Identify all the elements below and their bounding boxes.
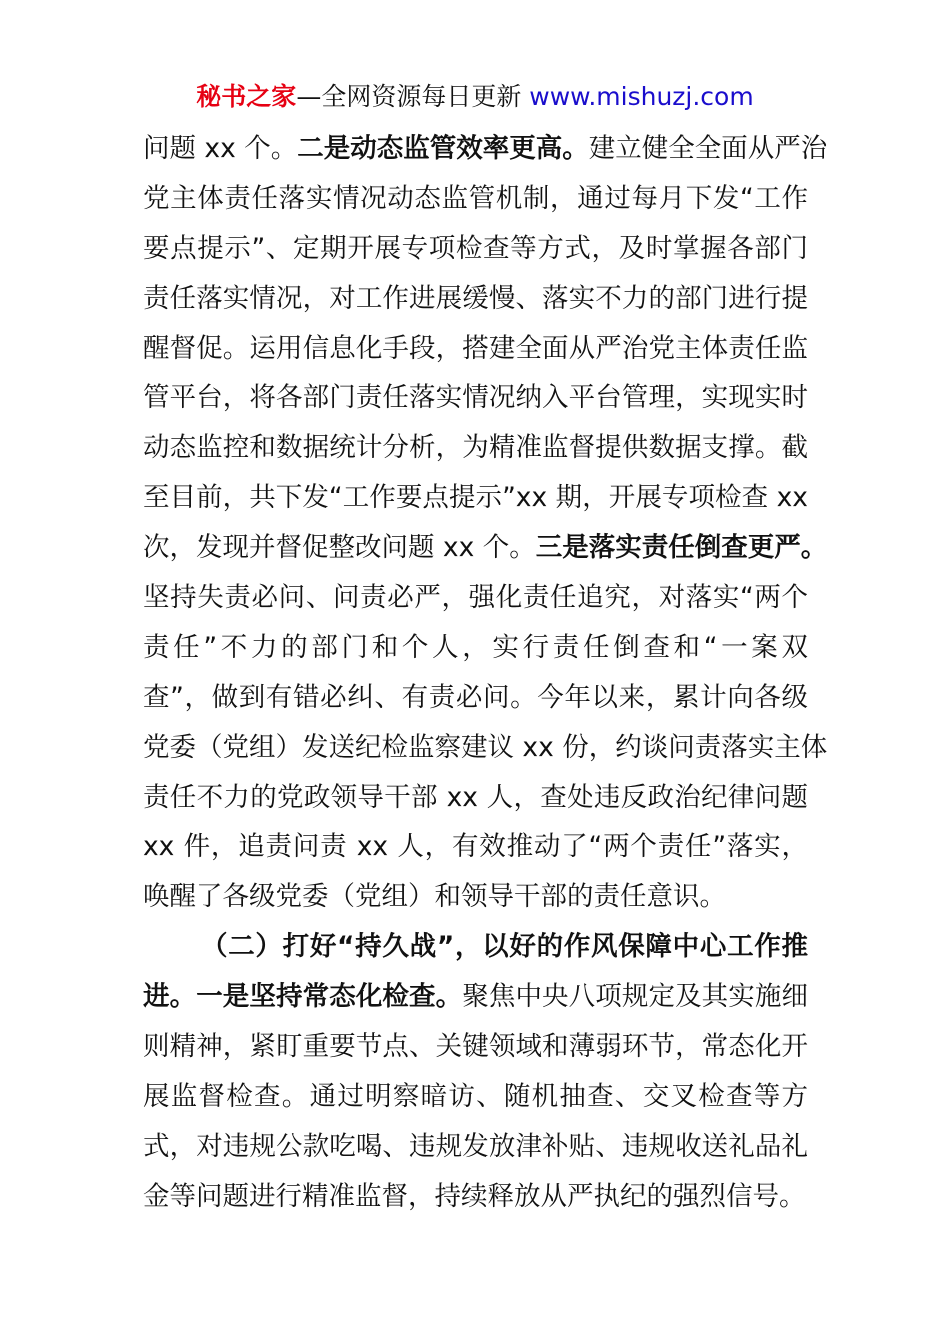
text-line: 责任落实情况，对工作进展缓慢、落实不力的部门进行提: [143, 282, 808, 314]
text-line: 唤醒了各级党委（党组）和领导干部的责任意识。: [143, 881, 726, 913]
text-line: 醒督促。运用信息化手段，搭建全面从严治党主体责任监: [143, 332, 808, 364]
site-tagline: —全网资源每日更新: [296, 82, 522, 111]
text-line: 次，发现并督促整改问题 xx 个。三是落实责任倒查更严。: [143, 532, 828, 564]
text-line: 至目前，共下发“工作要点提示”xx 期，开展专项检查 xx: [143, 482, 808, 514]
text-line: 动态监控和数据统计分析，为精准监督提供数据支撑。截: [143, 432, 808, 464]
text-line: 责任”不力的部门和个人，实行责任倒查和“一案双: [143, 631, 808, 663]
text-line: 党委（党组）发送纪检监察建议 xx 份，约谈问责落实主体: [143, 731, 828, 763]
site-header: [0, 80, 950, 114]
text-line: 问题 xx 个。二是动态监管效率更高。建立健全全面从严治: [143, 133, 828, 164]
text-line: 责任不力的党政领导干部 xx 人，查处违反政治纪律问题: [143, 781, 808, 813]
text-line: 金等问题进行精准监督，持续释放从严执纪的强烈信号。: [143, 1180, 806, 1212]
text-line: 党主体责任落实情况动态监管机制，通过每月下发“工作: [143, 182, 808, 214]
site-brand: 秘书之家: [196, 82, 297, 111]
text-line: 查”，做到有错必纠、有责必问。今年以来，累计向各级: [143, 681, 808, 713]
text-line: 要点提示”、定期开展专项检查等方式，及时掌握各部门: [143, 232, 808, 264]
site-url-link[interactable]: www.mishuzj.com: [529, 82, 754, 111]
text-line: xx 件，追责问责 xx 人，有效推动了“两个责任”落实，: [143, 831, 808, 863]
text-line: 管平台，将各部门责任落实情况纳入平台管理，实现实时: [143, 382, 808, 414]
text-line: 则精神，紧盯重要节点、关键领域和薄弱环节，常态化开: [143, 1031, 808, 1063]
section-heading: （二）打好“持久战”，以好的作风保障中心工作推: [201, 931, 808, 963]
text-line: 式，对违规公款吃喝、违规发放津补贴、违规收送礼品礼: [143, 1130, 808, 1162]
text-line: 展监督检查。通过明察暗访、随机抽查、交叉检查等方: [143, 1080, 808, 1112]
text-line: 坚持失责必问、问责必严，强化责任追究，对落实“两个: [143, 582, 808, 614]
document-body: [143, 124, 828, 1222]
text-line: 进。一是坚持常态化检查。聚焦中央八项规定及其实施细: [143, 981, 808, 1013]
